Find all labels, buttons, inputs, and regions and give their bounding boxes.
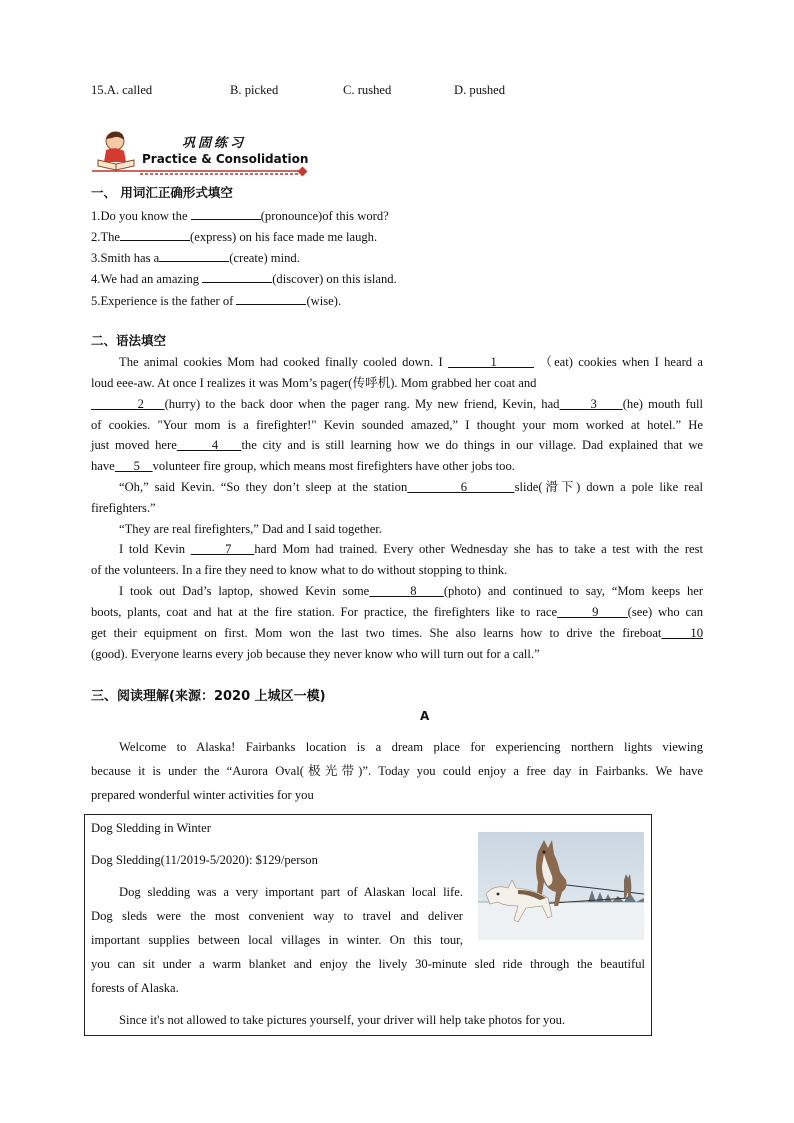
item-text: (create) mind.: [229, 251, 300, 265]
passage-line: [119, 541, 703, 557]
section-1-title: 一、 用词汇正确形式填空: [91, 185, 233, 200]
blank-2[interactable]: [91, 397, 165, 411]
item-text: 2.The: [91, 230, 121, 244]
passage-text: volunteer fire group, which means most firefighters have other jobs too.: [152, 459, 515, 473]
passage-text: the city and is still learning how we do things in our village. Dad explained that we: [241, 438, 704, 452]
answer-blank[interactable]: [202, 270, 272, 283]
passage-text: (he) mouth full: [622, 397, 703, 411]
banner-english-title: Practice & Consolidation: [142, 152, 309, 166]
activity-line: forests of Alaska.: [91, 981, 179, 995]
item-text: 4.We had an amazing: [91, 272, 203, 286]
blank-number: 7: [225, 542, 232, 556]
passage-label: A: [420, 709, 430, 723]
activity-box: [84, 814, 652, 1036]
banner-chinese-title: 巩固练习: [182, 136, 247, 151]
passage-line: [119, 354, 703, 370]
activity-text: Dog sleds were the most convenient way to travel and deliver: [91, 909, 463, 923]
section-1-item: [91, 228, 703, 245]
activity-line: Since it's not allowed to take pictures yourself, your driver will help take photos for you.: [119, 1013, 566, 1027]
passage-text: just moved here: [91, 438, 177, 452]
blank-9[interactable]: [557, 605, 628, 619]
practice-banner: [88, 126, 310, 182]
passage-text: “Oh,” said Kevin. “So they don’t sleep at the station: [119, 480, 408, 494]
activity-line: [91, 932, 463, 948]
activity-line: [91, 956, 645, 972]
activity-text: important supplies between local villages in winter. On this tour,: [91, 933, 463, 947]
item-text: (discover) on this island.: [272, 272, 397, 286]
activity-text: you can sit under a warm blanket and enjoy the lively 30-minute sled ride through the beautiful: [91, 957, 645, 971]
passage-line: [119, 583, 703, 599]
blank-1[interactable]: [448, 355, 534, 369]
passage-text: I took out Dad’s laptop, showed Kevin some: [119, 584, 370, 598]
passage-line: loud eee-aw. At once I realizes it was Mom’s pager(传呼机). Mom grabbed her coat and: [91, 376, 537, 390]
question-15: [91, 83, 561, 99]
blank-8[interactable]: [369, 584, 444, 598]
passage-line: [91, 396, 703, 412]
section-1-item: [91, 292, 703, 309]
blank-number: 3: [590, 397, 597, 411]
answer-blank[interactable]: [159, 249, 229, 262]
answer-blank[interactable]: [236, 292, 306, 305]
item-text: 5.Experience is the father of: [91, 294, 237, 308]
passage-text: (hurry) to the back door when the pager rang. My new friend, Kevin, had: [164, 397, 560, 411]
reading-line: because it is under the “Aurora Oval(极光带)”. Today you could enjoy a free day in Fairbanks. We have: [91, 764, 703, 778]
section-2-title: 二、语法填空: [91, 333, 167, 348]
blank-number: 6: [460, 480, 468, 494]
passage-text: get their equipment on first. Mom won the last two times. She also learns how to drive the fireboat: [91, 626, 662, 640]
section-3-title: 三、阅读理解(来源：2020 上城区一模): [91, 689, 326, 704]
activity-line: [91, 908, 463, 924]
item-text: 3.Smith has a: [91, 251, 160, 265]
blank-number: 4: [211, 438, 219, 452]
activity-price: Dog Sledding(11/2019-5/2020): $129/person: [91, 853, 318, 867]
passage-line: “They are real firefighters,” Dad and I said together.: [119, 522, 382, 536]
passage-line: [91, 604, 703, 620]
answer-blank[interactable]: [120, 228, 190, 241]
question-15-option-c: C. rushed: [343, 83, 392, 97]
answer-blank[interactable]: [191, 207, 261, 220]
section-1-item: [91, 207, 703, 224]
option-a-text: A. called: [106, 83, 153, 97]
blank-number: 10: [690, 626, 704, 640]
passage-text: （eat) cookies when I heard a: [534, 355, 704, 369]
item-text: 1.Do you know the: [91, 209, 191, 223]
question-15-option-a: [91, 83, 152, 98]
blank-4[interactable]: [177, 438, 242, 452]
question-15-option-b: B. picked: [230, 83, 279, 97]
item-text: (wise).: [306, 294, 342, 308]
passage-text: The animal cookies Mom had cooked finally cooled down. I: [119, 355, 449, 369]
activity-title: Dog Sledding in Winter: [91, 821, 211, 835]
passage-text: boots, plants, coat and hat at the fire station. For practice, the firefighters like to race: [91, 605, 558, 619]
blank-number: 1: [490, 355, 497, 369]
blank-number: 5: [133, 459, 140, 473]
blank-number: 8: [410, 584, 417, 598]
section-1-item: [91, 270, 703, 287]
passage-line: [91, 437, 703, 453]
activity-text: Dog sledding was a very important part of Alaskan local life.: [119, 885, 463, 899]
sled-dogs-image: [478, 832, 644, 940]
reading-line: Welcome to Alaska! Fairbanks location is a dream place for experiencing northern lights viewing: [119, 740, 703, 754]
passage-line: of cookies. "Your mom is a firefighter!" Kevin sounded amazed,” I thought your mom worked at hotel.” He: [91, 418, 703, 432]
section-1-item: [91, 249, 703, 266]
blank-6[interactable]: [407, 480, 514, 494]
passage-line: [91, 625, 703, 641]
passage-line: [119, 479, 703, 495]
passage-line: (good). Everyone learns every job because they never know who will turn out for a call.”: [91, 647, 540, 661]
passage-line: of the volunteers. In a fire they need to know what to do without stopping to think.: [91, 563, 508, 577]
reading-line: prepared wonderful winter activities for you: [91, 788, 314, 802]
blank-10[interactable]: [661, 626, 703, 640]
passage-text: (photo) and continued to say, “Mom keeps her: [443, 584, 704, 598]
blank-3[interactable]: [559, 397, 622, 411]
passage-line: firefighters.”: [91, 501, 156, 515]
blank-7[interactable]: [191, 542, 255, 556]
passage-text: (see) who can: [627, 605, 703, 619]
question-number: 15.: [91, 83, 107, 97]
question-15-option-d: D. pushed: [454, 83, 506, 97]
passage-text: slide(滑下) down a pole like real: [514, 480, 704, 494]
passage-line: [91, 458, 703, 474]
blank-number: 9: [592, 605, 599, 619]
blank-number: 2: [137, 397, 144, 411]
blank-5[interactable]: [115, 459, 153, 473]
item-text: (express) on his face made me laugh.: [190, 230, 378, 244]
activity-line: [119, 884, 463, 900]
passage-text: hard Mom had trained. Every other Wednesday she has to take a test with the rest: [254, 542, 704, 556]
passage-text: have: [91, 459, 115, 473]
passage-text: I told Kevin: [119, 542, 191, 556]
dog-sledding-photo: [478, 832, 644, 940]
item-text: (pronounce)of this word?: [260, 209, 389, 223]
